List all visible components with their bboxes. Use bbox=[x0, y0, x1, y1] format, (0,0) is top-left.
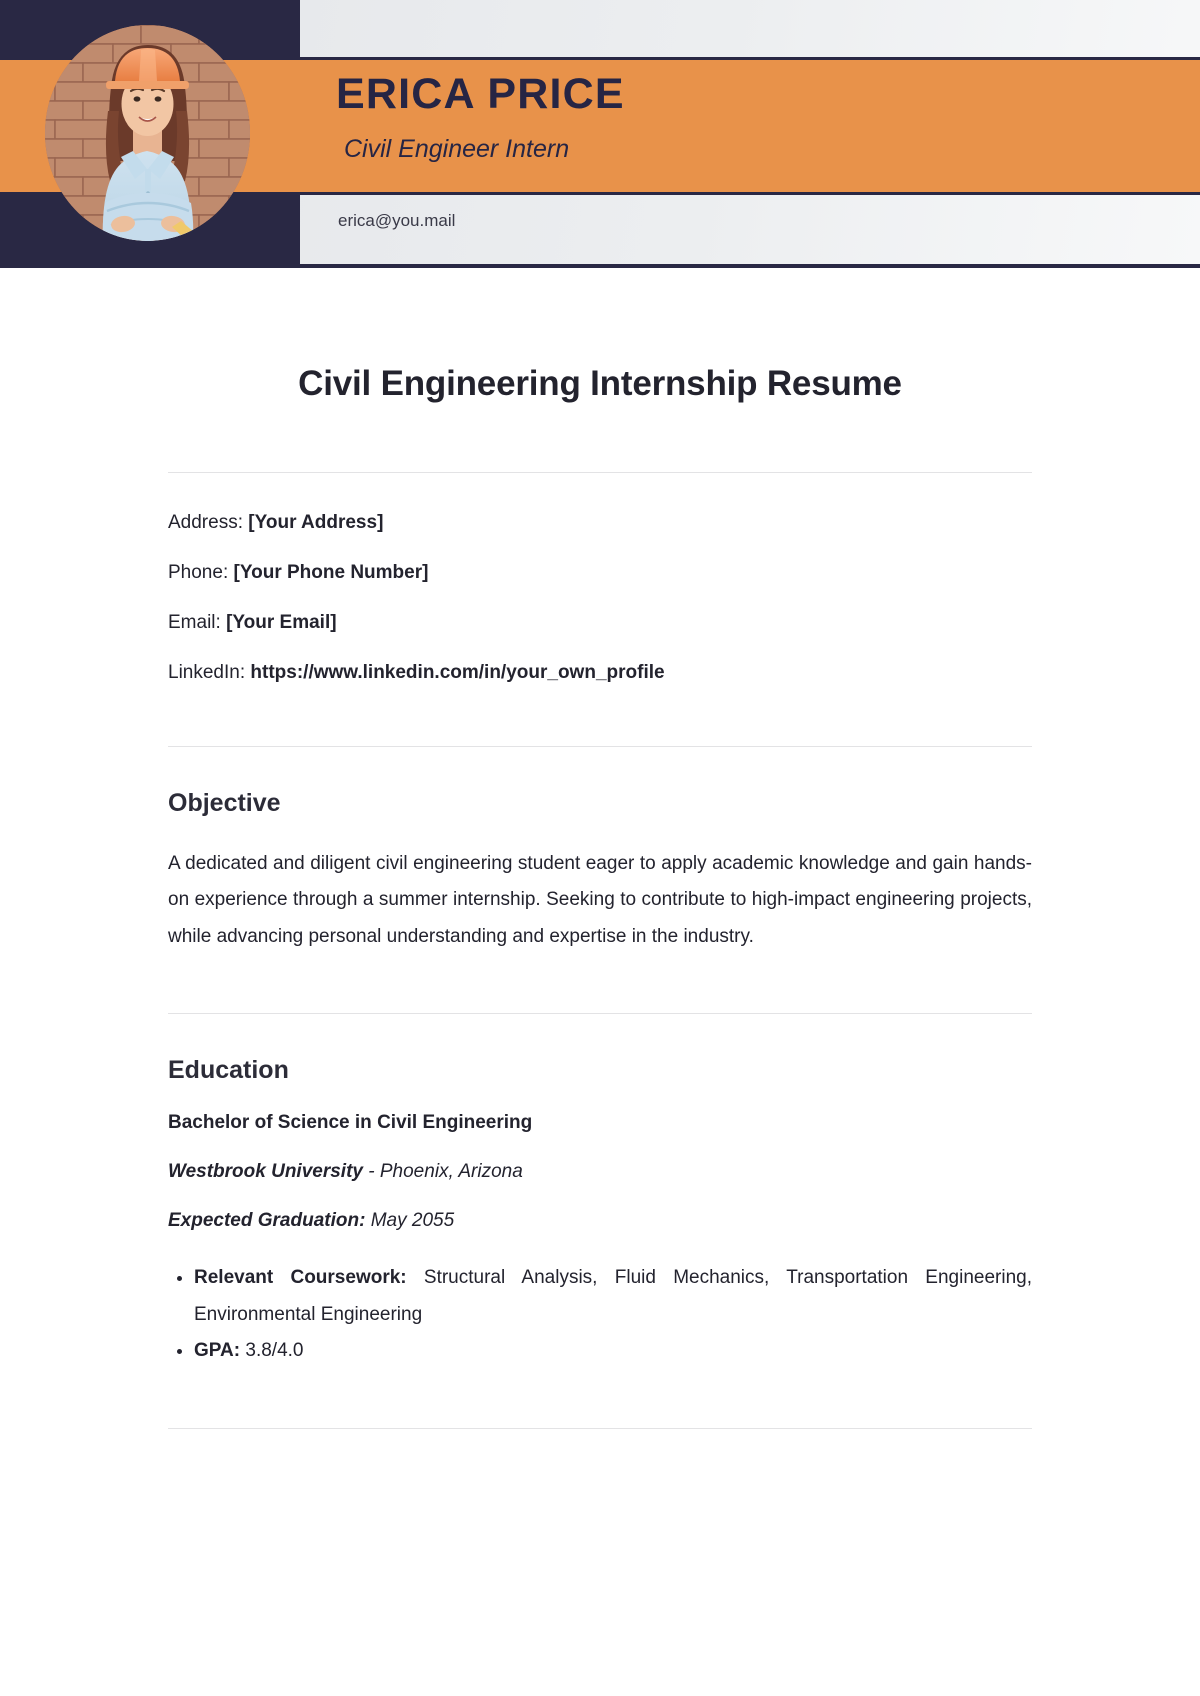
header-orange-bottom-divider bbox=[300, 192, 1200, 195]
education-school-line bbox=[168, 1162, 1032, 1181]
education-bullet-list bbox=[168, 1260, 1032, 1369]
contact-value-linkedin[interactable]: https://www.linkedin.com/in/your_own_profile bbox=[250, 661, 665, 683]
header-email[interactable]: erica@you.mail bbox=[338, 211, 456, 230]
contact-label-phone: Phone: bbox=[168, 561, 229, 583]
header-job-title: Civil Engineer Intern bbox=[344, 135, 570, 163]
bullet-label-gpa: GPA: bbox=[194, 1340, 241, 1362]
section-objective bbox=[168, 747, 1032, 955]
contact-label-linkedin: LinkedIn: bbox=[168, 661, 246, 683]
education-graduation-label: Expected Graduation: bbox=[168, 1210, 366, 1232]
education-graduation-value: May 2055 bbox=[365, 1210, 455, 1232]
bullet-label-coursework: Relevant Coursework: bbox=[194, 1267, 407, 1289]
resume-body bbox=[0, 268, 1200, 1429]
education-school-location: Phoenix, Arizona bbox=[379, 1161, 523, 1183]
contact-value-address: [Your Address] bbox=[248, 511, 384, 533]
contact-value-email: [Your Email] bbox=[226, 611, 337, 633]
resume-header bbox=[0, 0, 1200, 268]
education-school-name: Westbrook University bbox=[168, 1161, 363, 1183]
section-education bbox=[168, 1014, 1032, 1369]
content-column bbox=[168, 268, 1032, 1429]
section-heading-objective: Objective bbox=[168, 788, 281, 817]
education-graduation-line bbox=[168, 1211, 1032, 1230]
avatar bbox=[45, 25, 250, 241]
divider-after-education bbox=[168, 1428, 1032, 1429]
education-school-separator: - bbox=[362, 1161, 380, 1183]
contact-row-email bbox=[168, 613, 1032, 632]
avatar-photo-icon bbox=[45, 25, 250, 241]
bullet-value-coursework: Structural Analysis, Fluid Mechanics, Transportation Engineering, Environmental Engineering bbox=[194, 1267, 1032, 1325]
contact-row-phone bbox=[168, 563, 1032, 582]
objective-paragraph: A dedicated and diligent civil engineering student eager to apply academic knowledge and gain hands-on experience through a summer internship. Seeking to contribute to high-impact engineering projects, while advancing personal understanding and expertise in the industry. bbox=[168, 852, 1032, 947]
list-item bbox=[194, 1260, 1032, 1333]
contact-block bbox=[168, 473, 1032, 686]
contact-label-email: Email: bbox=[168, 611, 221, 633]
header-name: ERICA PRICE bbox=[336, 70, 625, 118]
contact-row-address bbox=[168, 513, 1032, 532]
education-degree: Bachelor of Science in Civil Engineering bbox=[168, 1112, 533, 1134]
contact-row-linkedin bbox=[168, 663, 1032, 682]
section-heading-education: Education bbox=[168, 1056, 289, 1085]
contact-label-address: Address: bbox=[168, 511, 243, 533]
list-item bbox=[194, 1333, 1032, 1369]
contact-value-phone: [Your Phone Number] bbox=[233, 561, 429, 583]
page-title: Civil Engineering Internship Resume bbox=[298, 364, 902, 403]
bullet-value-gpa: 3.8/4.0 bbox=[240, 1340, 304, 1362]
